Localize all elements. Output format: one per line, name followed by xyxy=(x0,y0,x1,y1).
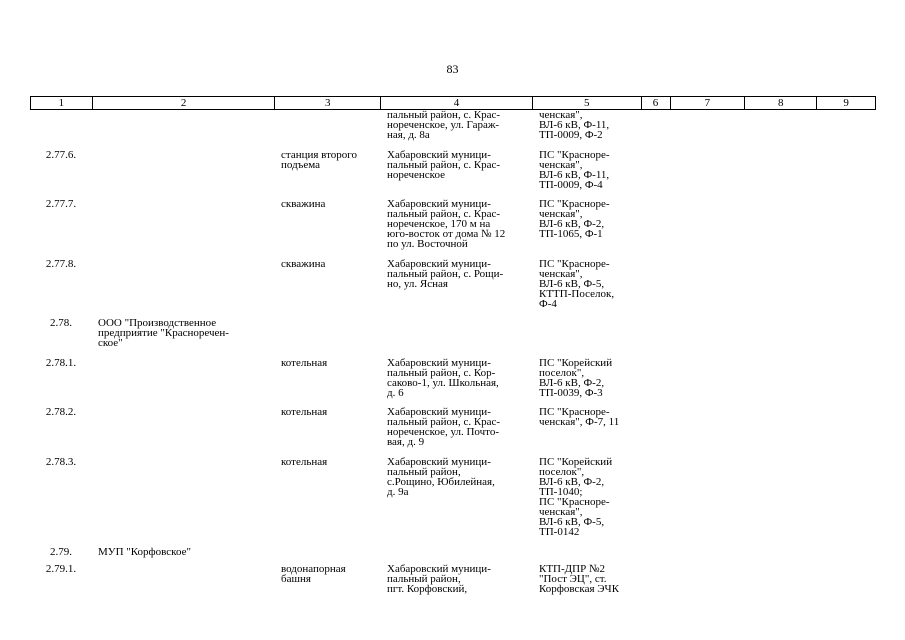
organization-name: МУП "Корфовское" xyxy=(98,546,191,558)
object-address: Хабаровский муници- пальный район, с. Крас- нореченское, 170 м на юго-восток от дома № 12 по ул. Восточной xyxy=(387,198,506,250)
row-number: 2.78.2. xyxy=(45,406,77,418)
power-source: ПС "Красноре- ченская", ВЛ-6 кВ, Ф-11, ТП-0009, Ф-4 xyxy=(539,149,610,191)
page-number: 83 xyxy=(446,62,459,76)
column-header-4: 4 xyxy=(381,97,533,109)
organization-name xyxy=(92,199,275,259)
table-row xyxy=(30,110,876,150)
object-address: Хабаровский муници- пальный район, с. Рощи- но, ул. Ясная xyxy=(387,258,504,290)
row-number: 2.77.8. xyxy=(45,258,77,270)
column-header-1: 1 xyxy=(31,97,93,109)
table-row xyxy=(30,358,876,407)
power-source: КТП-ДПР №2 "Пост ЭЦ", ст. Корфовская ЭЧК xyxy=(539,563,620,595)
column-header-8: 8 xyxy=(745,97,817,109)
power-source xyxy=(533,318,642,358)
object-address: Хабаровский муници- пальный район, пгт. Корфовский, xyxy=(387,563,491,595)
column-header-2: 2 xyxy=(93,97,276,109)
column-header-9: 9 xyxy=(843,97,849,109)
power-source: ПС "Красноре- ченская", ВЛ-6 кВ, Ф-5, КТТП-Поселок, Ф-4 xyxy=(539,258,615,310)
object-name: станция второго подъема xyxy=(281,149,357,171)
row-number: 2.79.1. xyxy=(45,563,77,575)
object-address: Хабаровский муници- пальный район, с.Рощино, Юбилейная, д. 9а xyxy=(387,456,495,498)
column-header-7: 7 xyxy=(671,97,746,109)
table-row xyxy=(30,547,876,564)
table-row xyxy=(30,407,876,457)
column-header-6: 6 xyxy=(642,97,671,109)
table-row xyxy=(30,457,876,547)
object-address xyxy=(381,547,533,564)
object-name: скважина xyxy=(281,258,326,270)
table-row xyxy=(30,199,876,259)
power-source: ПС "Красноре- ченская", Ф-7, 11 xyxy=(539,406,620,428)
organization-name: ООО "Производственное предприятие "Красноречен- ское" xyxy=(98,317,229,349)
object-address: пальный район, с. Крас- нореченское, ул. Гараж- ная, д. 8а xyxy=(387,109,501,141)
object-name: котельная xyxy=(281,406,328,418)
object-address: Хабаровский муници- пальный район, с. Крас- нореченское, ул. Почто- вая, д. 9 xyxy=(387,406,501,448)
table-row xyxy=(30,318,876,358)
table-row xyxy=(30,150,876,199)
table-body xyxy=(30,110,876,600)
object-address: Хабаровский муници- пальный район, с. Кор- саково-1, ул. Школьная, д. 6 xyxy=(387,357,499,399)
organization-name xyxy=(92,150,275,199)
row-number: 2.77.6. xyxy=(45,149,77,161)
row-number: 2.78.1. xyxy=(45,357,77,369)
object-name: водонапорная башня xyxy=(281,563,346,585)
organization-name xyxy=(92,110,275,150)
power-source: ПС "Корейский поселок", ВЛ-6 кВ, Ф-2, ТП-0039, Ф-3 xyxy=(539,357,613,399)
organization-name xyxy=(92,259,275,318)
object-address xyxy=(381,318,533,358)
object-name xyxy=(275,547,381,564)
object-name: котельная xyxy=(281,456,328,468)
row-number xyxy=(30,110,92,150)
object-name: скважина xyxy=(281,198,326,210)
row-number: 2.79. xyxy=(50,546,72,558)
row-number: 2.78.3. xyxy=(45,456,77,468)
table-header xyxy=(30,96,876,110)
object-address: Хабаровский муници- пальный район, с. Крас- нореченское xyxy=(387,149,501,181)
organization-name xyxy=(92,564,275,600)
power-source: ченская", ВЛ-6 кВ, Ф-11, ТП-0009, Ф-2 xyxy=(539,109,610,141)
power-source xyxy=(533,547,642,564)
row-number: 2.77.7. xyxy=(45,198,77,210)
row-number: 2.78. xyxy=(50,317,72,329)
table-row xyxy=(30,259,876,318)
column-header-5: 5 xyxy=(533,97,642,109)
object-name xyxy=(275,318,381,358)
object-name xyxy=(275,110,381,150)
organization-name xyxy=(92,457,275,547)
power-source: ПС "Красноре- ченская", ВЛ-6 кВ, Ф-2, ТП-1065, Ф-1 xyxy=(539,198,610,240)
object-name: котельная xyxy=(281,357,328,369)
table-row xyxy=(30,564,876,600)
organization-name xyxy=(92,358,275,407)
power-source: ПС "Корейский поселок", ВЛ-6 кВ, Ф-2, ТП-1040; ПС "Красноре- ченская", ВЛ-6 кВ, Ф-5, ТП-0142 xyxy=(539,456,613,538)
column-header-3: 3 xyxy=(275,97,381,109)
organization-name xyxy=(92,407,275,457)
